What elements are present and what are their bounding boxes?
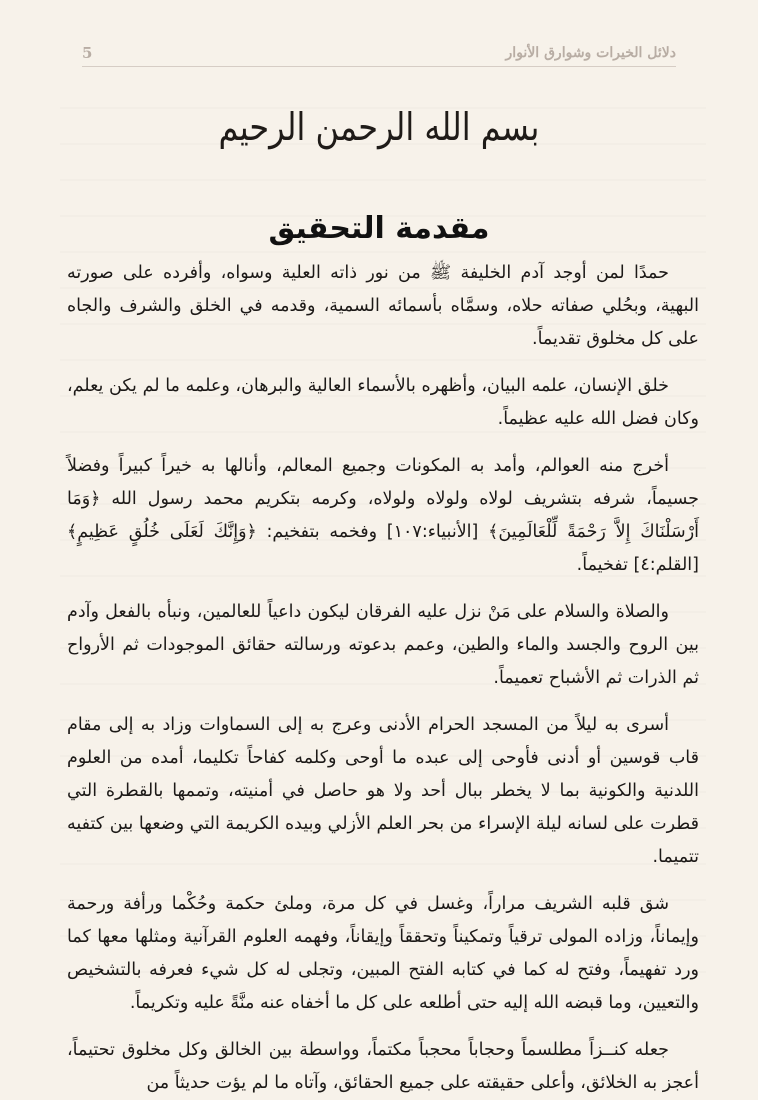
paragraph-1: حمدًا لمن أوجد آدم الخليفة ﷺ من نور ذاته العلية وسواه، وأفرده على صورته البهية، وبحُلي صفاته حلاه، وسمَّاه بأسمائه السمية، وقدمه في الخلق والشرف والجاه على كل مخلوق تقديماً. [67,263,699,349]
paragraph-2: خلق الإنسان، علمه البيان، وأظهره بالأسماء العالية والبرهان، وعلمه ما لم يكن يعلم، وكان فضل الله عليه عظيماً. [67,376,699,429]
bismillah-ornament [0,105,758,180]
paragraph-7: جعله كنــزاً مطلسماً وحجاباً محجباً مكتماً، وواسطة بين الخالق وكل مخلوق تحتيماً، أعجز به الخلائق، وأعلى حقيقته على جميع الحقائق، وآتاه ما لم يؤت حديثاً من [67,1040,699,1093]
page-number: 5 [82,44,93,62]
paragraph-6: شق قلبه الشريف مراراً، وغسل في كل مرة، وملئ حكمة وحُكْما ورأفة ورحمة وإيماناً، وزاده المولى ترقياً وتمكيناً وتحققاً وإيقاناً، وفهمه العلوم القرآنية ومثلها معها كما ورد تفهيماً، وفتح له كما في كتابه الفتح المبين، وتجلى له كل شيء فعرفه بالتشخيص والتعيين، وما قبضه الله إليه حتى أطلعه على كل ما أخفاه عنه منَّةً عليه وتكريماً. [67,894,699,1013]
article-body [67,257,700,1093]
page-heading: مقدمة التحقيق [268,211,490,246]
paragraph-4: والصلاة والسلام على مَنْ نزل عليه الفرقان ليكون داعياً للعالمين، ونبأه بالفعل وآدم بين الروح والجسد والماء والطين، وعمم بدعوته ورسالته حقائق الموجودات ثم الأرواح ثم الذرات ثم الأشباح تعميماً. [67,602,699,688]
paragraph-3: أخرج منه العوالم، وأمد به المكونات وجميع المعالم، وأنالها به خيراً كبيراً وفضلاً جسيماً، شرفه بتشريف لولاه ولولاه ولولاه، وكرمه بتكريم محمد رسول الله ﴿وَمَا أَرْسَلْنَاكَ إِلاَّ رَحْمَةً لِّلْعَالَمِينَ﴾ [الأنبياء:١٠٧] وفخمه بتفخيم: ﴿وَإِنَّكَ لَعَلَى خُلُقٍ عَظِيمٍ﴾ [القلم:٤] تفخيماً. [67,456,700,575]
bismillah-text: بسم الله الرحمن الرحيم [218,105,540,149]
running-head-title: دلائل الخيرات وشوارق الأنوار [505,45,676,61]
running-head [82,40,676,67]
paragraph-5: أسرى به ليلاً من المسجد الحرام الأدنى وعرج به إلى السماوات وزاد به إلى مقام قاب قوسين أو أدنى فأوحى إلى عبده ما أوحى وكلمه كفاحاً تكليما، أمده من العلوم اللدنية والكونية بما لا يخطر ببال أحد ولا هو حاصل في أمنيته، وتممها بالقطرة التي قطرت على لسانه ليلة الإسراء من بحر العلم الأزلي وبيده الكريمة التي وضعها بين كتفيه تتميما. [67,715,699,867]
